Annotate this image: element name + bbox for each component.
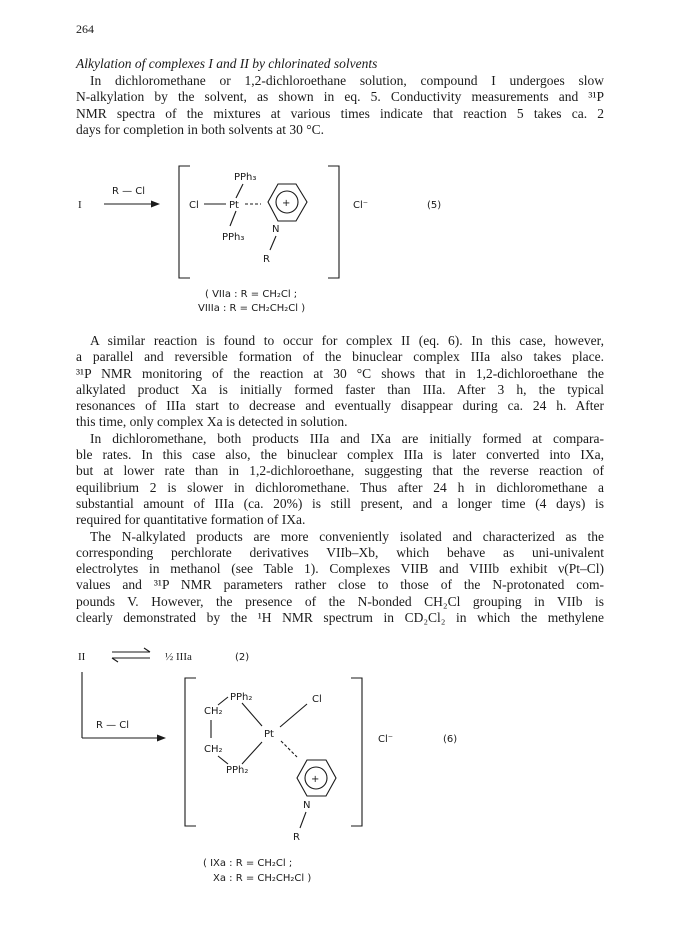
equation-number-6: (6): [443, 734, 458, 745]
text-line: this time, only complex Xa is detected in solution.: [76, 414, 348, 430]
p-ch2-bond-top: [218, 697, 228, 705]
equation-number-2: (2): [235, 652, 250, 663]
n-r-bond: [300, 812, 306, 828]
text-line: resonances of IIIa start to decrease and eventually disappear during ca. 24 h. After: [76, 398, 604, 414]
n-substituent: R: [263, 254, 270, 265]
reactant-II: II: [78, 651, 86, 663]
equilibrium-forward-head: [144, 648, 150, 652]
arrow-head: [157, 735, 166, 742]
equation-number-5: (5): [427, 200, 442, 211]
product-IIIa: ½ IIIa: [165, 651, 192, 663]
text-line: In dichloromethane or 1,2-dichloroethane solution, compound I undergoes slow: [90, 73, 604, 88]
phosphine-top: PPh₂: [230, 692, 253, 703]
platinum-atom: Pt: [264, 729, 274, 740]
text-line: ³¹P NMR monitoring of the reaction at 30 °C shows that in 1,2-dichloroethane the: [76, 365, 604, 381]
caption-line: ( IXa : R = CH₂Cl ;: [203, 858, 293, 869]
text-line: equilibrium 2 is slower in dichloromethane. Thus after 24 h in dichloromethane a: [76, 479, 604, 495]
text-line: electrolytes in methanol (see Table 1). Complexes VIIB and VIIIb exhibit ν(Pt–Cl): [76, 561, 604, 577]
p-pt-bond-bottom: [242, 742, 262, 764]
ch2-p-bond-bottom: [218, 756, 228, 764]
chloride-ligand: Cl: [189, 200, 199, 211]
reagent-label: R — Cl: [112, 186, 146, 197]
section-title: Alkylation of complexes I and II by chlorinated solvents: [76, 56, 378, 71]
right-bracket: [351, 678, 362, 826]
phosphine-top: PPh₃: [234, 172, 257, 183]
pt-ring-dashed-bond: [281, 741, 297, 757]
platinum-atom: Pt: [229, 200, 239, 211]
ring-charge: +: [282, 198, 291, 209]
text-line: A similar reaction is found to occur for complex II (eq. 6). In this case, however,: [90, 333, 604, 348]
reactant-label: I: [78, 199, 82, 211]
text-line: alkylated product Xa is initially formed faster than IIIa. After 3 h, the typical: [76, 381, 604, 397]
text-line: pounds V. However, the presence of the N-bonded CH₂Cl grouping in VIIb is: [76, 593, 604, 609]
p-pt-bond-top: [242, 703, 262, 726]
text-line: substantial amount of IIIa (ca. 20%) is still present, and a longer time (4 days) is: [76, 495, 604, 511]
ring-nitrogen: N: [303, 800, 311, 811]
text-line: but at lower rate than in 1,2-dichloroethane, suggesting that the reverse reaction of: [76, 463, 604, 479]
counterion: Cl⁻: [353, 200, 369, 211]
methylene-bottom: CH₂: [204, 744, 223, 755]
caption-line: Xa : R = CH₂CH₂Cl ): [213, 873, 312, 884]
ring-nitrogen: N: [272, 224, 280, 235]
text-line: NMR spectra of the mixtures at various times indicate that reaction 5 takes ca. 2: [76, 105, 604, 121]
text-line: values and ³¹P NMR parameters rather close to those of the N-protonated com-: [76, 577, 604, 593]
phosphine-bottom: PPh₂: [226, 765, 249, 776]
methylene-top: CH₂: [204, 706, 223, 717]
text-line: The N-alkylated products are more conveniently isolated and characterized as the: [90, 528, 604, 544]
ring-charge: +: [311, 774, 320, 785]
reagent-label: R — Cl: [96, 720, 130, 731]
chloride-ligand: Cl: [312, 694, 322, 705]
text-line: In dichloromethane, both products IIIa and IXa are initially formed at compara-: [90, 430, 604, 446]
left-bracket: [185, 678, 196, 826]
text-line: required for quantitative formation of IXa.: [76, 512, 306, 528]
text-line: days for completion in both solvents at 30 °C.: [76, 121, 324, 137]
counterion: Cl⁻: [378, 734, 394, 745]
pt-cl-bond: [280, 704, 307, 727]
text-line: clearly demonstrated by the ¹H NMR spectrum in CD₂Cl₂ in which the methylene: [76, 610, 604, 626]
n-substituent: R: [293, 832, 300, 843]
phosphine-bottom: PPh₃: [222, 232, 245, 243]
equilibrium-reverse-head: [112, 658, 118, 662]
text-line: ble rates. In this case also, the binuclear complex IIIa is later converted into IXa,: [76, 447, 604, 463]
text-line: a parallel and reversible formation of the binuclear complex IIIa also takes place.: [76, 349, 604, 365]
page-number: 264: [76, 22, 94, 36]
caption-line: VIIIa : R = CH₂CH₂Cl ): [198, 303, 306, 314]
caption-line: ( VIIa : R = CH₂Cl ;: [205, 289, 298, 300]
text-line: corresponding perchlorate derivatives VIIb–Xb, which behave as uni-univalent: [76, 544, 604, 560]
text-line: N-alkylation by the solvent, as shown in eq. 5. Conductivity measurements and ³¹P: [76, 89, 604, 105]
